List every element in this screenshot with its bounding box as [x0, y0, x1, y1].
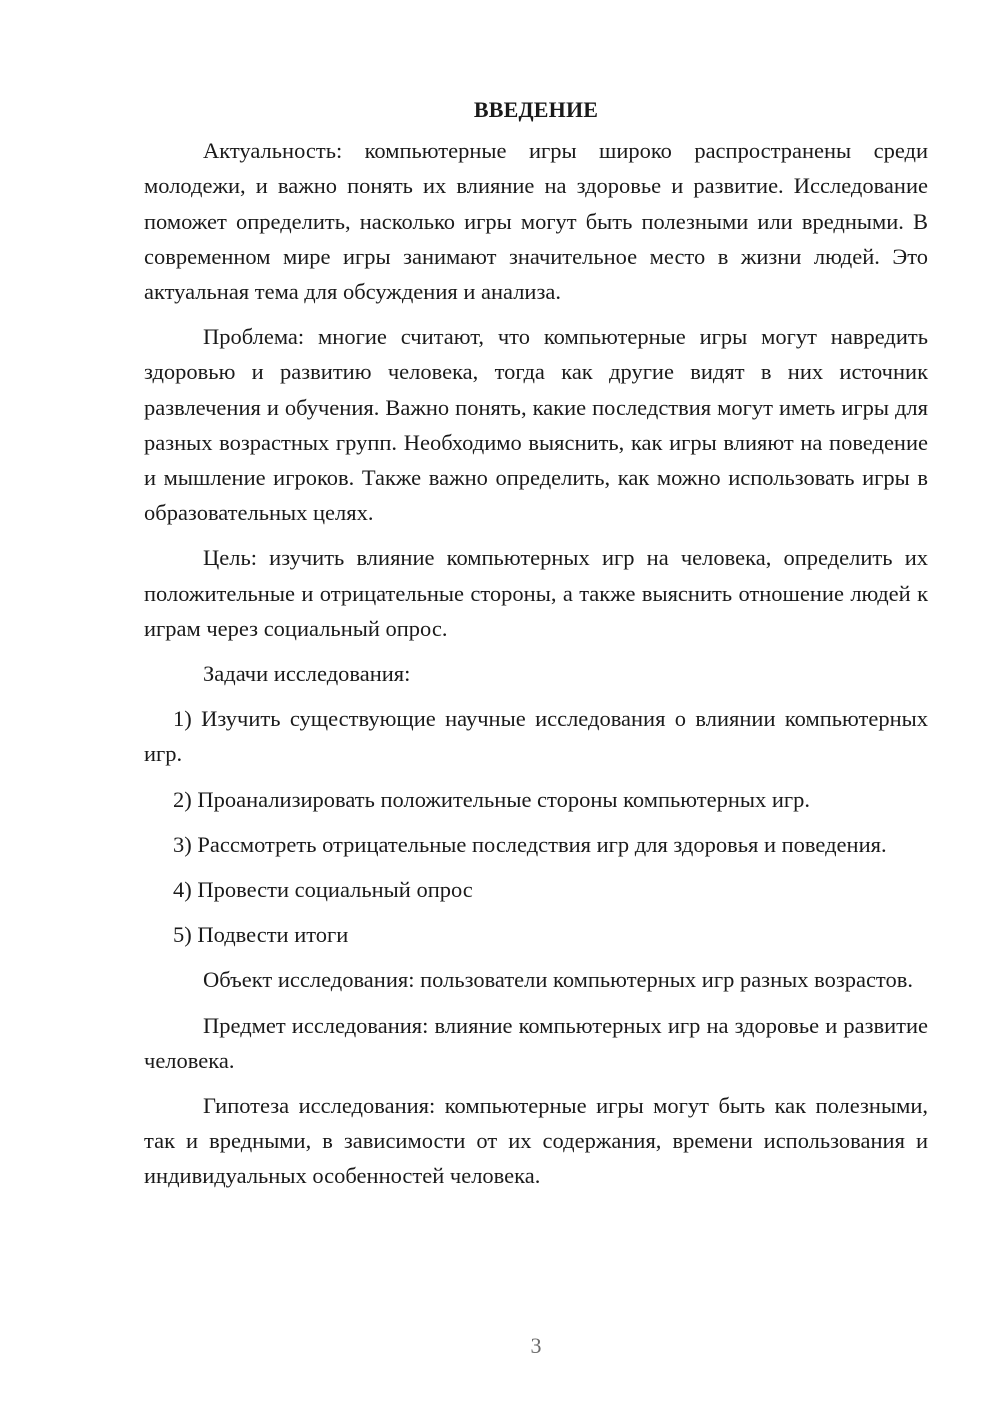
paragraph-tasks-heading: Задачи исследования: — [203, 661, 411, 687]
paragraph-object: Объект исследования: пользователи компьютерных игр разных возрастов. — [203, 967, 913, 993]
task-item-4: 4) Провести социальный опрос — [173, 877, 473, 903]
task-item-1: 1) Изучить существующие научные исследования о влиянии компьютерных игр. — [144, 706, 928, 767]
section-title: ВВЕДЕНИЕ — [473, 97, 599, 122]
paragraph-hypothesis: Гипотеза исследования: компьютерные игры могут быть как полезными, так и вредными, в зависимости от их содержания, времени использования и индивидуальных особенностей человека. — [144, 1093, 928, 1189]
paragraph-problem: Проблема: многие считают, что компьютерные игры могут навредить здоровью и развитию человека, тогда как другие видят в них источник развлечения и обучения. Важно понять, какие последствия могут иметь игры для разных возрастных групп. Необходимо выяснить, как игры влияют на поведение и мышление игроков. Также важно определить, как можно использовать игры в образовательных целях. — [144, 324, 928, 526]
paragraph-subject: Предмет исследования: влияние компьютерных игр на здоровье и развитие человека. — [144, 1012, 928, 1073]
paragraph-relevance: Актуальность: компьютерные игры широко распространены среди молодежи, и важно понять их влияние на здоровье и развитие. Исследование поможет определить, насколько игры могут быть полезными или вредными. В современном мире игры занимают значительное место в жизни людей. Это актуальная тема для обсуждения и анализа. — [144, 138, 928, 305]
page-number: 3 — [530, 1333, 542, 1358]
task-item-3: 3) Рассмотреть отрицательные последствия игр для здоровья и поведения. — [173, 831, 887, 857]
task-item-2: 2) Проанализировать положительные стороны компьютерных игр. — [173, 786, 811, 812]
task-item-5: 5) Подвести итоги — [173, 922, 349, 948]
paragraph-goal: Цель: изучить влияние компьютерных игр на человека, определить их положительные и отрицательные стороны, а также выяснить отношение людей к играм через социальный опрос. — [144, 545, 928, 641]
document-page — [144, 92, 928, 1194]
